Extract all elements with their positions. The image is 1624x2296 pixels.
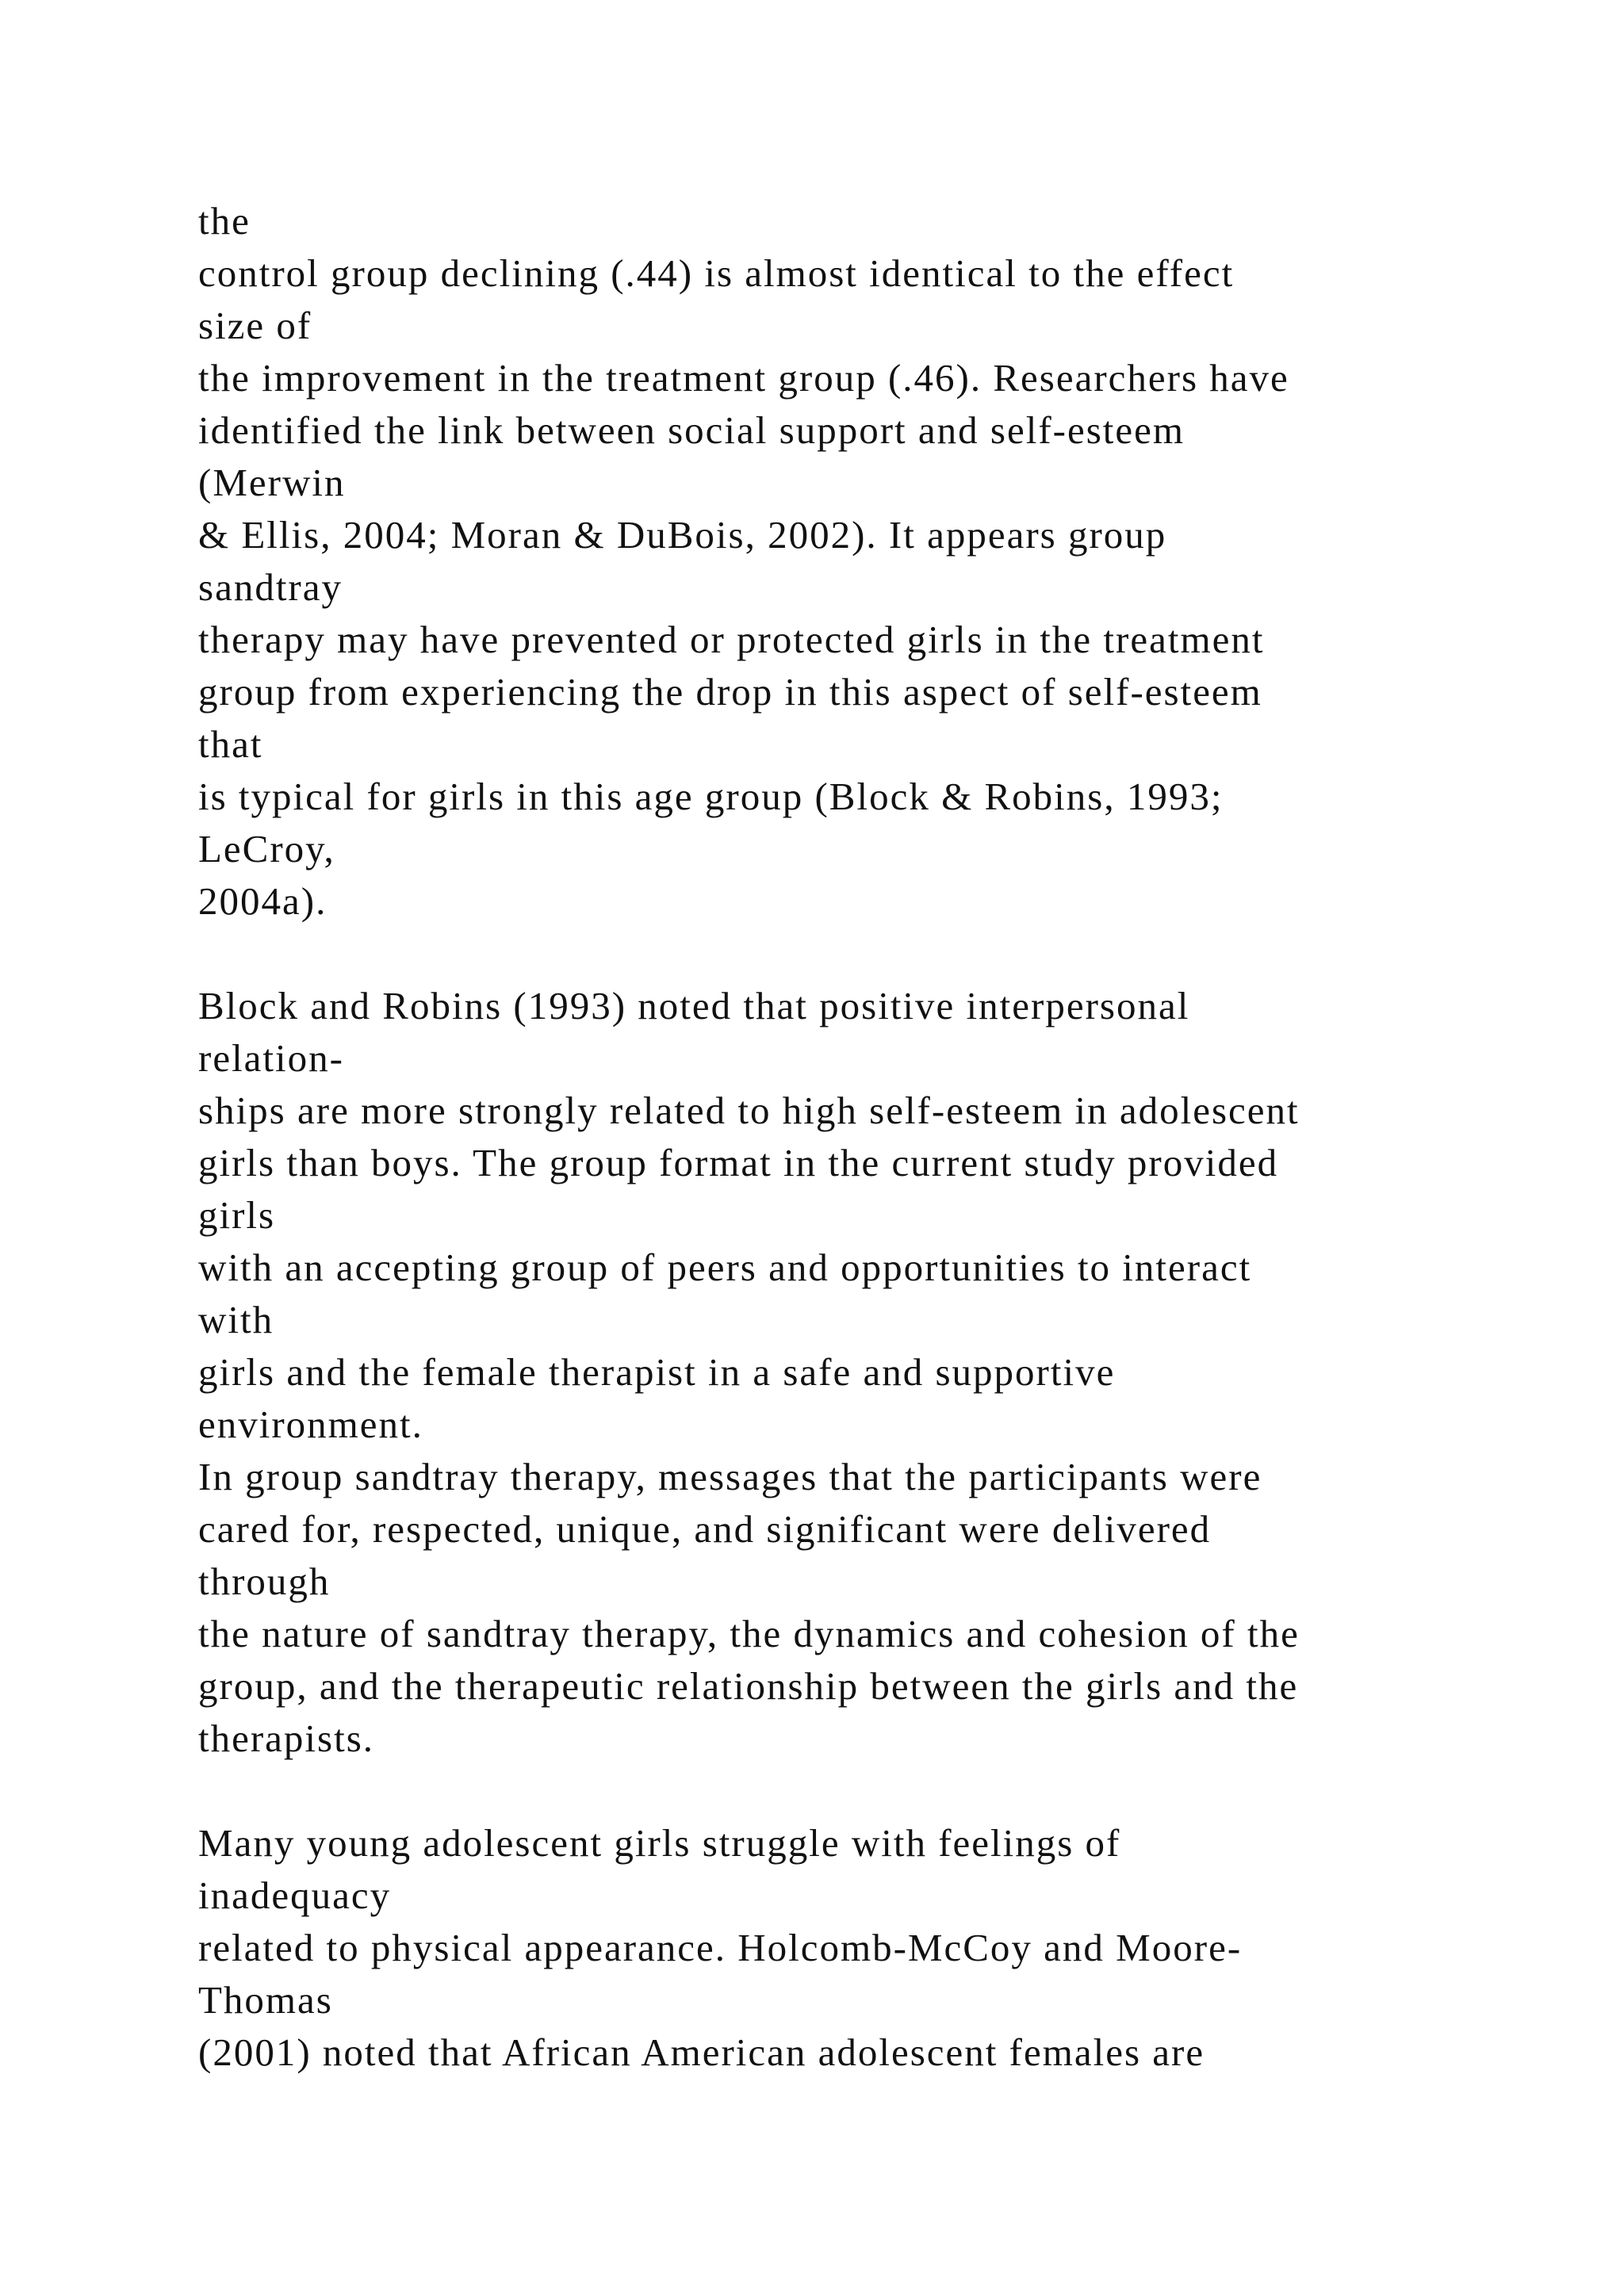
text-line: control group declining (.44) is almost identical to the effect [198,251,1235,295]
text-line: inadequacy [198,1873,392,1917]
text-line: the nature of sandtray therapy, the dynamics and cohesion of the [198,1612,1300,1655]
text-line: (Merwin [198,461,346,504]
text-line: that [198,722,263,766]
text-line: LeCroy, [198,827,335,871]
text-line: through [198,1559,331,1603]
text-line: is typical for girls in this age group (Block & Robins, 1993; [198,775,1224,818]
text-line: related to physical appearance. Holcomb-McCoy and Moore- [198,1926,1243,1969]
text-line: girls [198,1193,276,1237]
text-line: identified the link between social support and self-esteem [198,408,1185,452]
text-line: ships are more strongly related to high self-esteem in adolescent [198,1089,1300,1132]
text-line: girls and the female therapist in a safe and supportive [198,1350,1116,1394]
text-line: (2001) noted that African American adolescent females are [198,2030,1205,2074]
text-line: 2004a). [198,879,327,923]
text-line: therapy may have prevented or protected girls in the treatment [198,618,1265,661]
paragraph [198,1817,1546,2079]
text-line: cared for, respected, unique, and significant were delivered [198,1507,1212,1551]
text-line: & Ellis, 2004; Moran & DuBois, 2002). It appears group [198,513,1167,557]
paragraph-gap [198,928,1546,980]
paragraph-gap [198,1765,1546,1817]
text-line: group from experiencing the drop in this aspect of self-esteem [198,670,1262,714]
text-line: Thomas [198,1978,333,2022]
text-line: Block and Robins (1993) noted that positive interpersonal [198,984,1190,1027]
text-line: group, and the therapeutic relationship between the girls and the [198,1664,1299,1708]
text-line: the improvement in the treatment group (.46). Researchers have [198,356,1289,400]
text-line: therapists. [198,1716,375,1760]
text-line: sandtray [198,565,343,609]
paragraph [198,195,1546,928]
text-line: relation- [198,1036,344,1080]
text-line: the [198,199,251,243]
text-line: size of [198,304,312,347]
text-line: with [198,1298,274,1341]
text-line: with an accepting group of peers and opportunities to interact [198,1246,1252,1289]
text-line: Many young adolescent girls struggle with feelings of [198,1821,1121,1865]
text-line: environment. [198,1402,423,1446]
paragraph [198,980,1546,1765]
text-line: In group sandtray therapy, messages that the participants were [198,1455,1262,1498]
body-text [198,195,1546,2079]
text-line: girls than boys. The group format in the current study provided [198,1141,1279,1184]
